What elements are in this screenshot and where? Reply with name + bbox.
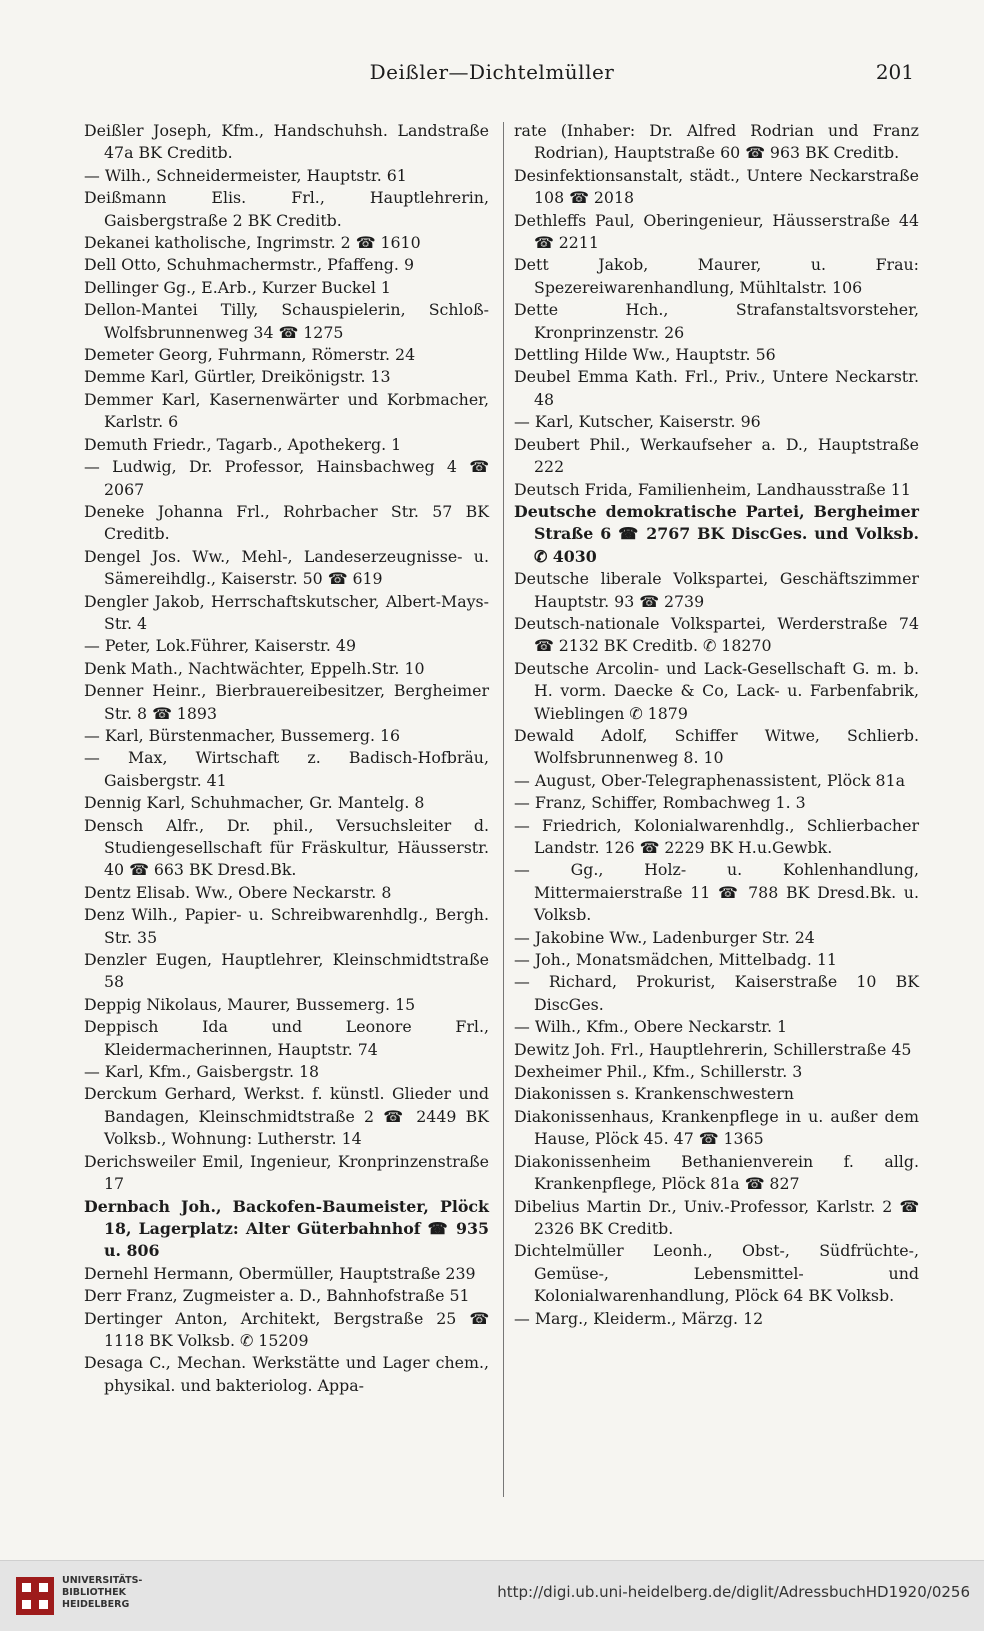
directory-entry: — Gg., Holz- u. Kohlenhandlung, Mittermaierstraße 11 ☎ 788 BK Dresd.Bk. u. Volksb. <box>514 860 919 925</box>
directory-entry: Dengel Jos. Ww., Mehl-, Landeserzeugnisse- u. Sämereihdlg., Kaiserstr. 50 ☎ 619 <box>84 546 489 589</box>
library-name-line: BIBLIOTHEK <box>62 1587 126 1598</box>
directory-entry: Dexheimer Phil., Kfm., Schillerstr. 3 <box>514 1062 803 1082</box>
directory-entry: Diakonissenhaus, Krankenpflege in u. außer dem Hause, Plöck 45. 47 ☎ 1365 <box>514 1106 919 1149</box>
directory-entry: Demuth Friedr., Tagarb., Apothekerg. 1 <box>84 434 402 454</box>
directory-entry: Deutsch-nationale Volkspartei, Werderstraße 74 ☎ 2132 BK Creditb. ✆ 18270 <box>514 613 919 656</box>
directory-entry: Deubel Emma Kath. Frl., Priv., Untere Neckarstr. 48 <box>514 367 919 409</box>
directory-entry: Deißler Joseph, Kfm., Handschuhsh. Landstraße 47a BK Creditb. <box>84 121 489 163</box>
directory-entry: Dennig Karl, Schuhmacher, Gr. Mantelg. 8 <box>84 793 425 813</box>
directory-entry: Denz Wilh., Papier- u. Schreibwarenhdlg., Bergh. Str. 35 <box>84 905 489 947</box>
directory-entry: Dettling Hilde Ww., Hauptstr. 56 <box>514 345 776 365</box>
source-url-link[interactable]: http://digi.ub.uni-heidelberg.de/diglit/AdressbuchHD1920/0256 <box>497 1583 970 1601</box>
directory-entry: Dekanei katholische, Ingrimstr. 2 ☎ 1610 <box>84 233 421 253</box>
directory-entry: — Karl, Kfm., Gaisbergstr. 18 <box>84 1062 320 1082</box>
column-divider <box>503 122 504 1497</box>
directory-entry: Dellinger Gg., E.Arb., Kurzer Buckel 1 <box>84 277 391 297</box>
running-title: Deißler—Dichtelmüller <box>369 60 615 84</box>
directory-entry: — Jakobine Ww., Ladenburger Str. 24 <box>514 927 815 947</box>
directory-entry: Derichsweiler Emil, Ingenieur, Kronprinzenstraße 17 <box>84 1151 489 1194</box>
directory-entry: Demmer Karl, Kasernenwärter und Korbmacher, Karlstr. 6 <box>84 389 489 432</box>
directory-entry: Dethleffs Paul, Oberingenieur, Häusserstraße 44 ☎ 2211 <box>514 210 919 253</box>
page-header <box>0 60 984 94</box>
directory-entry: Dette Hch., Strafanstaltsvorsteher, Kronprinzenstr. 26 <box>514 300 919 342</box>
directory-entry: Densch Alfr., Dr. phil., Versuchsleiter d. Studiengesellschaft für Fräskultur, Häusserstr. 40 ☎ 663 BK Dresd.Bk. <box>84 815 489 880</box>
directory-entry: Deubert Phil., Werkaufseher a. D., Hauptstraße 222 <box>514 434 919 477</box>
library-name-line: UNIVERSITÄTS- <box>62 1575 143 1586</box>
directory-entry: Dell Otto, Schuhmachermstr., Pfaffeng. 9 <box>84 255 415 275</box>
left-column <box>84 120 489 1397</box>
directory-entry: — Joh., Monatsmädchen, Mittelbadg. 11 <box>514 950 837 970</box>
directory-entry: Dentz Elisab. Ww., Obere Neckarstr. 8 <box>84 882 392 902</box>
directory-entry: Dewald Adolf, Schiffer Witwe, Schlierb. Wolfsbrunnenweg 8. 10 <box>514 725 919 768</box>
directory-entry: Dibelius Martin Dr., Univ.-Professor, Karlstr. 2 ☎ 2326 BK Creditb. <box>514 1196 919 1238</box>
directory-entry: Derckum Gerhard, Werkst. f. künstl. Glieder und Bandagen, Kleinschmidtstraße 2 ☎ 2449 BK Volksb., Wohnung: Lutherstr. 14 <box>84 1084 489 1149</box>
page-number: 201 <box>875 60 914 84</box>
directory-entry: — Marg., Kleiderm., Märzg. 12 <box>514 1308 764 1328</box>
directory-entry: Denk Math., Nachtwächter, Eppelh.Str. 10 <box>84 658 425 678</box>
directory-entry: Deutsche Arcolin- und Lack-Gesellschaft G. m. b. H. vorm. Daecke & Co, Lack- u. Farbenfabrik, Wieblingen ✆ 1879 <box>514 658 919 723</box>
directory-entry: Deutsche liberale Volkspartei, Geschäftszimmer Hauptstr. 93 ☎ 2739 <box>514 569 919 611</box>
directory-entry: Dernehl Hermann, Obermüller, Hauptstraße 239 <box>84 1263 476 1283</box>
directory-entry: — Karl, Kutscher, Kaiserstr. 96 <box>514 412 761 432</box>
directory-entry: Deißmann Elis. Frl., Hauptlehrerin, Gaisbergstraße 2 BK Creditb. <box>84 188 489 230</box>
library-name-line: HEIDELBERG <box>62 1599 130 1610</box>
directory-entry: Deutsche demokratische Partei, Bergheimer Straße 6 ☎ 2767 BK DiscGes. und Volksb. ✆ 4030 <box>514 501 919 566</box>
directory-entry: rate (Inhaber: Dr. Alfred Rodrian und Franz Rodrian), Hauptstraße 60 ☎ 963 BK Creditb. <box>514 121 919 163</box>
directory-entry: Diakonissen s. Krankenschwestern <box>514 1084 794 1104</box>
directory-entry: Denzler Eugen, Hauptlehrer, Kleinschmidtstraße 58 <box>84 950 489 992</box>
library-name <box>62 1575 142 1611</box>
directory-entry: — Richard, Prokurist, Kaiserstraße 10 BK DiscGes. <box>514 972 919 1014</box>
directory-entry: Deutsch Frida, Familienheim, Landhausstraße 11 <box>514 479 911 499</box>
directory-entry: Dewitz Joh. Frl., Hauptlehrerin, Schillerstraße 45 <box>514 1039 912 1059</box>
directory-entry: — Wilh., Kfm., Obere Neckarstr. 1 <box>514 1017 788 1037</box>
directory-entry: — Karl, Bürstenmacher, Bussemerg. 16 <box>84 725 401 745</box>
directory-entry: Derr Franz, Zugmeister a. D., Bahnhofstraße 51 <box>84 1286 470 1306</box>
directory-entry: — Friedrich, Kolonialwarenhdlg., Schlierbacher Landstr. 126 ☎ 2229 BK H.u.Gewbk. <box>514 815 919 857</box>
directory-entry: — Peter, Lok.Führer, Kaiserstr. 49 <box>84 636 356 656</box>
directory-entry: — August, Ober-Telegraphenassistent, Plöck 81a <box>514 770 906 790</box>
directory-entry: Diakonissenheim Bethanienverein f. allg. Krankenpflege, Plöck 81a ☎ 827 <box>514 1151 919 1194</box>
directory-entry: Deppisch Ida und Leonore Frl., Kleidermacherinnen, Hauptstr. 74 <box>84 1017 489 1059</box>
directory-entry: Desinfektionsanstalt, städt., Untere Neckarstraße 108 ☎ 2018 <box>514 165 919 208</box>
directory-entry: Demme Karl, Gürtler, Dreikönigstr. 13 <box>84 367 391 387</box>
directory-entry: Dengler Jakob, Herrschaftskutscher, Albert-Mays-Str. 4 <box>84 591 489 633</box>
right-column <box>514 120 919 1330</box>
directory-entry: Deneke Johanna Frl., Rohrbacher Str. 57 BK Creditb. <box>84 501 489 544</box>
directory-entry: — Max, Wirtschaft z. Badisch-Hofbräu, Gaisbergstr. 41 <box>84 748 489 790</box>
directory-entry: — Wilh., Schneidermeister, Hauptstr. 61 <box>84 165 407 185</box>
university-library-logo-icon <box>14 1575 56 1617</box>
directory-entry: Dellon-Mantei Tilly, Schauspielerin, Schloß-Wolfsbrunnenweg 34 ☎ 1275 <box>84 300 489 342</box>
directory-entry: Deppig Nikolaus, Maurer, Bussemerg. 15 <box>84 994 416 1014</box>
directory-entry: — Franz, Schiffer, Rombachweg 1. 3 <box>514 793 806 813</box>
directory-entry: — Ludwig, Dr. Professor, Hainsbachweg 4 ☎ 2067 <box>84 457 489 499</box>
directory-entry: Dett Jakob, Maurer, u. Frau: Spezereiwarenhandlung, Mühltalstr. 106 <box>514 255 919 297</box>
directory-entry: Denner Heinr., Bierbrauereibesitzer, Bergheimer Str. 8 ☎ 1893 <box>84 681 489 723</box>
directory-entry: Dertinger Anton, Architekt, Bergstraße 25 ☎ 1118 BK Volksb. ✆ 15209 <box>84 1308 489 1350</box>
directory-entry: Desaga C., Mechan. Werkstätte und Lager chem., physikal. und bakteriolog. Appa- <box>84 1353 489 1395</box>
directory-entry: Demeter Georg, Fuhrmann, Römerstr. 24 <box>84 345 416 365</box>
directory-entry: Dichtelmüller Leonh., Obst-, Südfrüchte-, Gemüse-, Lebensmittel- und Kolonialwarenhandlung, Plöck 64 BK Volksb. <box>514 1241 919 1306</box>
directory-entry: Dernbach Joh., Backofen-Baumeister, Plöck 18, Lagerplatz: Alter Güterbahnhof ☎ 935 u. 806 <box>84 1196 489 1261</box>
footer-bar <box>0 1560 984 1631</box>
